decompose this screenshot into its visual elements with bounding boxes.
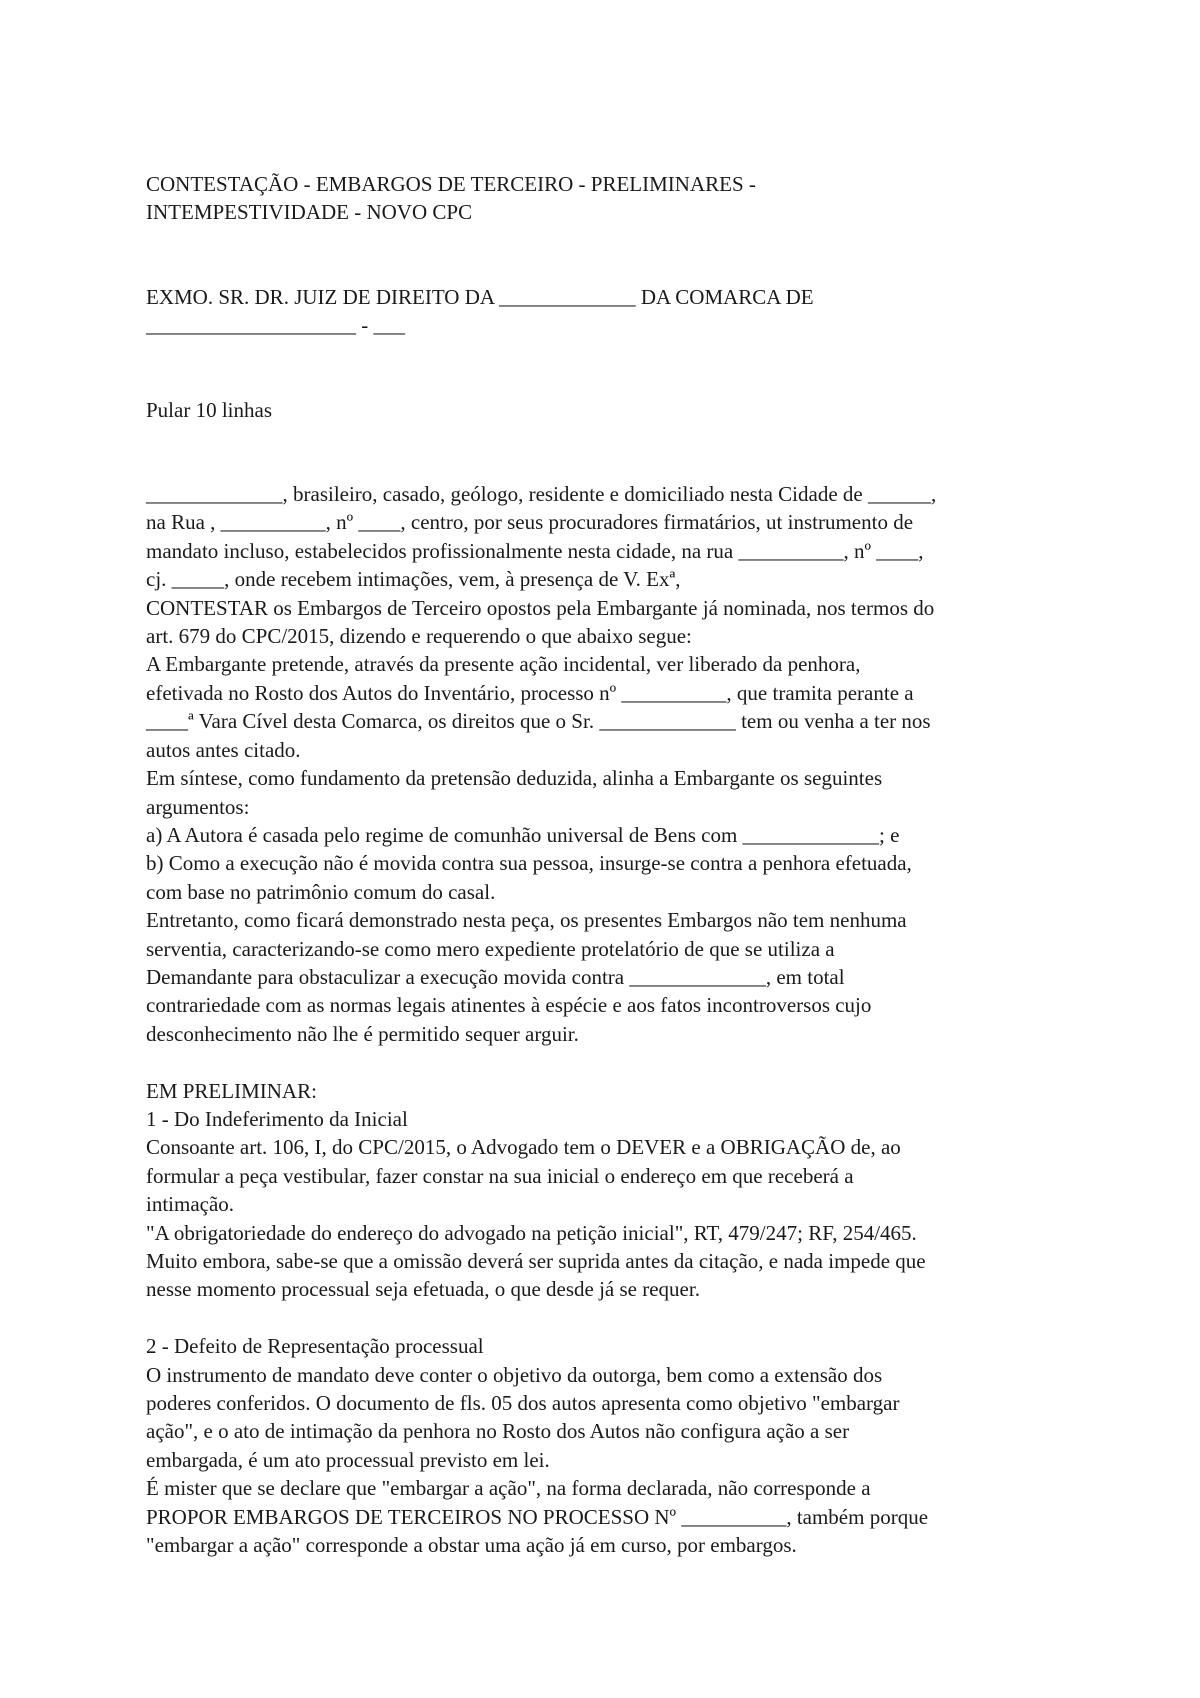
skip-lines-note: Pular 10 linhas bbox=[146, 397, 272, 422]
body-line: ____ª Vara Cível desta Comarca, os direitos que o Sr. _____________ tem ou venha a ter nos bbox=[146, 709, 931, 734]
body-line: nesse momento processual seja efetuada, o que desde já se requer. bbox=[146, 1277, 700, 1302]
body-line: Em síntese, como fundamento da pretensão deduzida, alinha a Embargante os seguintes bbox=[146, 766, 883, 791]
body-line: CONTESTAR os Embargos de Terceiro opostos pela Embargante já nominada, nos termos do bbox=[146, 595, 935, 620]
preliminar-section bbox=[146, 1077, 1076, 1304]
body-line: formular a peça vestibular, fazer constar na sua inicial o endereço em que receberá a bbox=[146, 1163, 854, 1188]
body-line: poderes conferidos. O documento de fls. 05 dos autos apresenta como objetivo "embargar bbox=[146, 1391, 900, 1415]
body-line: autos antes citado. bbox=[146, 737, 301, 762]
body-line: intimação. bbox=[146, 1192, 235, 1217]
body-line: "A obrigatoriedade do endereço do advogado na petição inicial", RT, 479/247; RF, 254/465. bbox=[146, 1220, 917, 1245]
title-line: INTEMPESTIVIDADE - NOVO CPC bbox=[146, 200, 473, 225]
address-line: EXMO. SR. DR. JUIZ DE DIREITO DA _____________ DA COMARCA DE bbox=[146, 284, 814, 309]
body-line: serventia, caracterizando-se como mero expediente protelatório de que se utiliza a bbox=[146, 936, 835, 961]
body-line: a) A Autora é casada pelo regime de comunhão universal de Bens com _____________; e bbox=[146, 822, 900, 847]
court-address bbox=[146, 283, 1076, 340]
address-line: ____________________ - ___ bbox=[146, 313, 405, 338]
body-line: PROPOR EMBARGOS DE TERCEIROS NO PROCESSO Nº __________, também porque bbox=[146, 1504, 929, 1529]
body-line: Entretanto, como ficará demonstrado nesta peça, os presentes Embargos não tem nenhuma bbox=[146, 908, 907, 933]
body-line: Muito embora, sabe-se que a omissão deverá ser suprida antes da citação, e nada impede que bbox=[146, 1248, 926, 1273]
subsection-heading: 2 - Defeito de Representação processual bbox=[146, 1334, 484, 1359]
document-title bbox=[146, 170, 1076, 227]
defeito-section bbox=[146, 1332, 1076, 1559]
body-line: "embargar a ação" corresponde a obstar uma ação já em curso, por embargos. bbox=[146, 1533, 797, 1558]
body-line: Consoante art. 106, I, do CPC/2015, o Advogado tem o DEVER e a OBRIGAÇÃO de, ao bbox=[146, 1135, 901, 1160]
body-section bbox=[146, 480, 1076, 1048]
body-line: na Rua , __________, nº ____, centro, por seus procuradores firmatários, ut instrumento de bbox=[146, 510, 914, 535]
body-line: É mister que se declare que "embargar a ação", na forma declarada, não corresponde a bbox=[146, 1476, 871, 1501]
body-line: b) Como a execução não é movida contra sua pessoa, insurge-se contra a penhora efetuada, bbox=[146, 851, 912, 876]
body-line: mandato incluso, estabelecidos profissionalmente nesta cidade, na rua __________, nº ____, bbox=[146, 538, 924, 563]
body-line: O instrumento de mandato deve conter o objetivo da outorga, bem como a extensão dos bbox=[146, 1362, 883, 1387]
body-line: desconhecimento não lhe é permitido sequer arguir. bbox=[146, 1021, 579, 1046]
body-line: ação", e o ato de intimação da penhora no Rosto dos Autos não configura ação a ser bbox=[146, 1419, 850, 1444]
body-line: contrariedade com as normas legais atinentes à espécie e aos fatos incontroversos cujo bbox=[146, 993, 872, 1018]
body-line: _____________, brasileiro, casado, geólogo, residente e domiciliado nesta Cidade de ______, bbox=[146, 482, 937, 507]
body-line: efetivada no Rosto dos Autos do Inventário, processo nº __________, que tramita perante a bbox=[146, 680, 914, 705]
body-line: embargada, é um ato processual previsto em lei. bbox=[146, 1447, 550, 1472]
document-page bbox=[146, 170, 1076, 1559]
title-line: CONTESTAÇÃO - EMBARGOS DE TERCEIRO - PRELIMINARES - bbox=[146, 172, 756, 196]
body-line: argumentos: bbox=[146, 794, 250, 819]
body-line: A Embargante pretende, através da presente ação incidental, ver liberado da penhora, bbox=[146, 652, 861, 677]
body-line: art. 679 do CPC/2015, dizendo e requerendo o que abaixo segue: bbox=[146, 624, 692, 649]
subsection-heading: 1 - Do Indeferimento da Inicial bbox=[146, 1106, 408, 1131]
body-line: cj. _____, onde recebem intimações, vem, à presença de V. Exª, bbox=[146, 567, 681, 592]
body-line: Demandante para obstaculizar a execução movida contra _____________, em total bbox=[146, 964, 845, 989]
section-heading: EM PRELIMINAR: bbox=[146, 1078, 317, 1103]
body-line: com base no patrimônio comum do casal. bbox=[146, 879, 496, 904]
